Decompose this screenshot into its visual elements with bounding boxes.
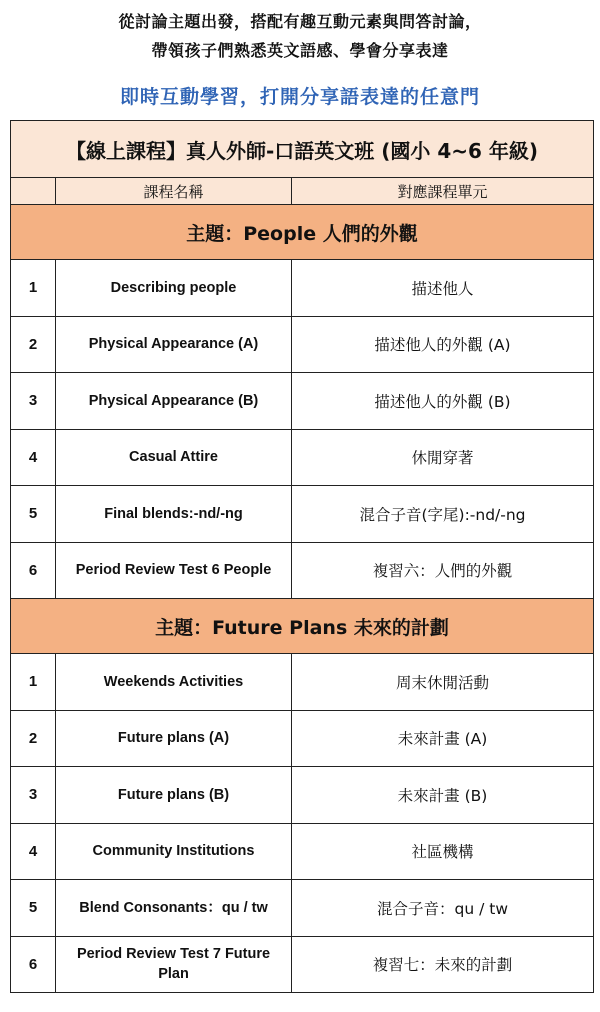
table-row <box>11 260 594 317</box>
row-number: 6 <box>11 542 56 599</box>
table-row <box>11 767 594 824</box>
header-number-cell <box>11 178 56 205</box>
table-row <box>11 654 594 711</box>
table-row <box>11 486 594 543</box>
table-title: 【線上課程】真人外師-口語英文班 (國小 4~6 年級) <box>11 121 594 178</box>
row-number: 1 <box>11 654 56 711</box>
course-name: Future plans (B) <box>56 767 292 824</box>
row-number: 5 <box>11 486 56 543</box>
row-number: 3 <box>11 373 56 430</box>
table-row <box>11 429 594 486</box>
table-row <box>11 710 594 767</box>
course-name: Casual Attire <box>56 429 292 486</box>
table-row <box>11 880 594 937</box>
course-unit: 複習六：人們的外觀 <box>292 542 594 599</box>
row-number: 2 <box>11 710 56 767</box>
table-row <box>11 316 594 373</box>
table-row <box>11 823 594 880</box>
course-name: Period Review Test 6 People <box>56 542 292 599</box>
course-unit: 複習七：未來的計劃 <box>292 936 594 993</box>
course-unit: 休閒穿著 <box>292 429 594 486</box>
table-row <box>11 373 594 430</box>
course-table <box>10 120 594 993</box>
course-name: Physical Appearance (A) <box>56 316 292 373</box>
course-name: Blend Consonants：qu / tw <box>56 880 292 937</box>
row-number: 4 <box>11 823 56 880</box>
intro-line-2: 帶領孩子們熟悉英文語感、學會分享表達 <box>151 41 449 60</box>
header-course-unit: 對應課程單元 <box>292 178 594 205</box>
row-number: 5 <box>11 880 56 937</box>
course-name: Community Institutions <box>56 823 292 880</box>
row-number: 1 <box>11 260 56 317</box>
row-number: 3 <box>11 767 56 824</box>
course-unit: 混合子音(字尾):-nd/-ng <box>292 486 594 543</box>
course-name: Weekends Activities <box>56 654 292 711</box>
course-unit: 社區機構 <box>292 823 594 880</box>
header-course-name: 課程名稱 <box>56 178 292 205</box>
course-name: Physical Appearance (B) <box>56 373 292 430</box>
row-number: 4 <box>11 429 56 486</box>
course-name: Final blends:-nd/-ng <box>56 486 292 543</box>
row-number: 6 <box>11 936 56 993</box>
headline: 即時互動學習，打開分享語表達的任意門 <box>119 86 480 108</box>
table-row <box>11 542 594 599</box>
course-name: Future plans (A) <box>56 710 292 767</box>
course-name: Describing people <box>56 260 292 317</box>
course-unit: 描述他人的外觀 (A) <box>292 316 594 373</box>
course-unit: 描述他人的外觀 (B) <box>292 373 594 430</box>
intro-line-1: 從討論主題出發，搭配有趣互動元素與問答討論， <box>118 12 482 31</box>
table-row <box>11 936 594 993</box>
course-unit: 未來計畫 (B) <box>292 767 594 824</box>
section-theme-2: 主題：Future Plans 未來的計劃 <box>11 599 594 654</box>
course-name: Period Review Test 7 Future Plan <box>56 936 292 993</box>
course-unit: 未來計畫 (A) <box>292 710 594 767</box>
course-unit: 描述他人 <box>292 260 594 317</box>
course-unit: 周末休閒活動 <box>292 654 594 711</box>
row-number: 2 <box>11 316 56 373</box>
course-unit: 混合子音：qu / tw <box>292 880 594 937</box>
section-theme-1: 主題：People 人們的外觀 <box>11 205 594 260</box>
